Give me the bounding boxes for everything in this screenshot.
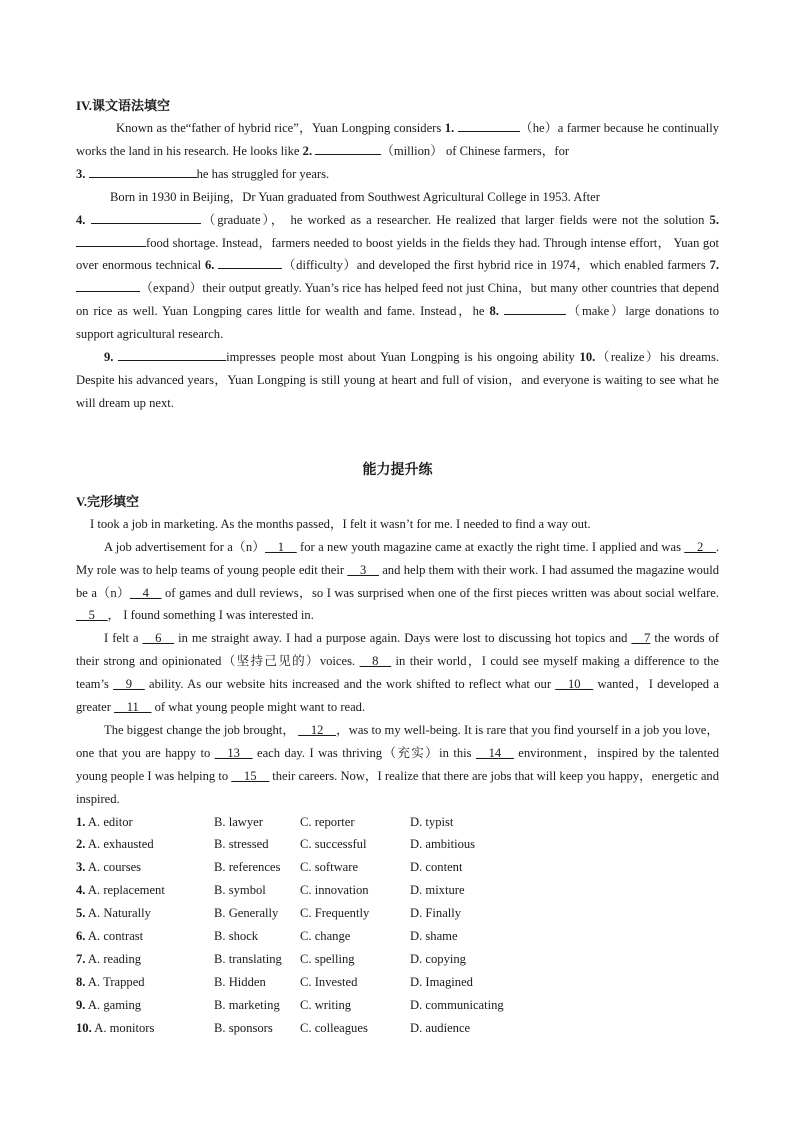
option-a[interactable]: 5. A. Naturally	[76, 906, 151, 921]
option-a[interactable]: 6. A. contrast	[76, 929, 144, 944]
passage-text: he has struggled for years.	[196, 166, 330, 181]
answer-blank-5[interactable]	[76, 234, 146, 247]
option-a[interactable]: 4. A. replacement	[76, 883, 165, 898]
passage-text: environment，inspired by the talented young people I was helping to	[76, 745, 719, 783]
passage-text: in me straight away. I had a purpose again. Days were lost to discussing hot topics and	[174, 631, 632, 646]
option-row	[76, 833, 719, 856]
passage-text: （realize）his dreams. Despite his advanced years，Yuan Longping is still young at heart and full of vision，and everyone is waiting to see what he will dream up next.	[76, 350, 720, 410]
option-c[interactable]: C. Invested	[300, 974, 358, 989]
cloze-blank-1[interactable]: __1__	[265, 539, 297, 554]
cloze-blank-6[interactable]: __6__	[142, 631, 175, 646]
question-number: 10.	[579, 350, 596, 365]
option-d[interactable]: D. audience	[410, 1020, 471, 1035]
option-c[interactable]: C. successful	[300, 837, 367, 852]
passage-text: impresses people most about Yuan Longping is his ongoing ability	[226, 350, 580, 365]
option-d[interactable]: D. content	[410, 860, 463, 875]
passage-text: of games and dull reviews，so I was surprised when one of the first pieces written was about social welfare.	[161, 585, 720, 600]
passage-text: （difficulty）and developed the first hybrid rice in 1974，which enabled farmers	[282, 258, 710, 273]
option-b[interactable]: B. symbol	[214, 883, 266, 898]
answer-blank-6[interactable]	[218, 256, 282, 269]
passage-text: for a new youth magazine came at exactly the right time. I applied and was	[296, 539, 685, 554]
cloze-blank-5[interactable]: __5__	[76, 608, 108, 623]
question-number: 8.	[489, 304, 499, 319]
option-b[interactable]: B. shock	[214, 929, 259, 944]
option-b[interactable]: B. stressed	[214, 837, 269, 852]
section-5-title: V.完形填空	[76, 493, 139, 509]
question-number: 3.	[76, 166, 86, 181]
passage-text: in their world，I could see myself making a difference to the team’s	[76, 654, 719, 692]
option-d[interactable]: D. ambitious	[410, 837, 476, 852]
option-d[interactable]: D. typist	[410, 814, 454, 829]
section-4-title: IV.课文语法填空	[76, 98, 171, 113]
option-a[interactable]: 8. A. Trapped	[76, 974, 145, 989]
option-d[interactable]: D. copying	[410, 952, 466, 966]
passage-text: （make）large donations to support agricultural research.	[76, 304, 720, 342]
cloze-paragraph-4	[76, 719, 719, 811]
passage-text: ，was to my well-being. It is rare that you find yourself in a job you love，one that you are happy to	[76, 722, 719, 760]
option-row	[76, 948, 719, 971]
question-number: 5.	[709, 212, 719, 227]
option-b[interactable]: B. references	[214, 860, 281, 875]
cloze-paragraph-1: I took a job in marketing. As the months passed，I felt it wasn’t for me. I needed to find a way out.	[90, 516, 591, 531]
passage-text: ， I found something I was interested in.	[107, 608, 314, 623]
passage-text: Known as the“father of hybrid rice”，Yuan Longping considers	[116, 121, 445, 135]
answer-blank-9[interactable]	[118, 348, 226, 361]
cloze-blank-3[interactable]: __3__	[347, 562, 379, 577]
question-number: 1.	[444, 121, 455, 135]
question-number: 7.	[709, 258, 720, 273]
option-b[interactable]: B. Hidden	[214, 974, 266, 989]
option-c[interactable]: C. change	[300, 929, 351, 944]
question-number: 6.	[204, 258, 215, 273]
option-b[interactable]: B. translating	[214, 952, 282, 966]
passage-text: A job advertisement for a（n）	[104, 539, 266, 554]
option-row	[76, 1017, 719, 1040]
answer-blank-1[interactable]	[458, 119, 520, 132]
passage-text: and help them with their work. I had assumed the magazine would be a（n）	[76, 562, 719, 600]
option-row	[76, 925, 719, 948]
cloze-blank-10[interactable]: __10__	[555, 677, 594, 692]
option-c[interactable]: C. reporter	[300, 814, 355, 829]
option-c[interactable]: C. colleagues	[300, 1020, 368, 1035]
cloze-blank-7[interactable]: __7	[631, 631, 651, 646]
question-number: 9.	[104, 350, 114, 365]
cloze-blank-8[interactable]: __8__	[359, 654, 392, 669]
option-a[interactable]: 2. A. exhausted	[76, 837, 154, 852]
passage-text: （he）a farmer because he continually works the land in his research. He looks like	[76, 121, 720, 158]
option-d[interactable]: D. mixture	[410, 883, 465, 898]
option-b[interactable]: B. Generally	[214, 906, 279, 921]
option-c[interactable]: C. Frequently	[300, 906, 370, 921]
question-number: 2.	[302, 143, 313, 158]
option-row	[76, 971, 719, 994]
cloze-blank-14[interactable]: __14__	[476, 745, 514, 760]
passage-text: food shortage. Instead，farmers needed to boost yields in the fields they had. Through intense effort， Yuan got over enormous technical	[76, 235, 719, 273]
passage-text: The biggest change the job brought，	[104, 722, 299, 737]
option-d[interactable]: D. communicating	[410, 997, 504, 1012]
cloze-blank-9[interactable]: __9__	[113, 677, 145, 692]
option-c[interactable]: C. innovation	[300, 883, 369, 898]
section-4-paragraph-3	[76, 346, 719, 415]
cloze-blank-11[interactable]: __11__	[114, 700, 152, 715]
question-number: 4.	[76, 212, 86, 227]
cloze-paragraph-3	[76, 627, 719, 719]
option-d[interactable]: D. Imagined	[410, 974, 473, 989]
section-4-paragraph-2	[76, 186, 719, 346]
cloze-blank-4[interactable]: __4__	[129, 585, 162, 600]
option-c[interactable]: C. software	[300, 860, 359, 875]
cloze-blank-15[interactable]: __15__	[231, 768, 270, 783]
answer-blank-8[interactable]	[504, 302, 566, 315]
option-row	[76, 811, 719, 834]
option-c[interactable]: C. writing	[300, 997, 352, 1012]
options-list	[76, 811, 719, 1040]
option-a[interactable]: 7. A. reading	[76, 952, 142, 966]
cloze-paragraph-2	[76, 536, 719, 628]
cloze-blank-13[interactable]: __13__	[214, 745, 253, 760]
option-a[interactable]: 9. A. gaming	[76, 997, 142, 1012]
passage-text: each day. I was thriving（充实）in this	[252, 745, 477, 760]
option-row	[76, 856, 719, 879]
option-b[interactable]: B. marketing	[214, 997, 280, 1012]
section-heading: 能力提升练	[362, 462, 433, 478]
passage-text: wanted，I developed a greater	[76, 677, 719, 715]
option-a[interactable]: 3. A. courses	[76, 860, 142, 875]
worksheet-page	[76, 95, 719, 1040]
passage-text: I felt a	[104, 631, 143, 646]
option-b[interactable]: B. lawyer	[214, 814, 263, 829]
passage-text: （million） of Chinese farmers，for	[381, 143, 570, 158]
passage-text: ability. As our website hits increased and the work shifted to reflect what our	[144, 677, 556, 692]
option-a[interactable]: 1. A. editor	[76, 814, 133, 829]
option-row	[76, 902, 719, 925]
option-d[interactable]: D. shame	[410, 929, 458, 944]
passage-text: the words of their strong and opinionated（坚持己见的）voices.	[76, 631, 719, 669]
passage-text: . My role was to help teams of young people edit their	[76, 539, 720, 577]
cloze-blank-2[interactable]: __2__	[684, 539, 716, 554]
option-b[interactable]: B. sponsors	[214, 1020, 273, 1035]
cloze-blank-12[interactable]: __12__	[298, 722, 337, 737]
option-a[interactable]: 10. A. monitors	[76, 1020, 155, 1035]
option-row	[76, 994, 719, 1017]
section-4-paragraph-1	[76, 117, 719, 186]
answer-blank-3[interactable]	[89, 165, 197, 178]
passage-text: Born in 1930 in Beijing，Dr Yuan graduated from Southwest Agricultural College in 1953. After	[110, 189, 600, 204]
answer-blank-2[interactable]	[315, 142, 381, 155]
option-row	[76, 879, 719, 902]
answer-blank-4[interactable]	[91, 211, 201, 224]
passage-text: their careers. Now，I realize that there are jobs that will keep you happy，energetic and inspired.	[76, 768, 719, 806]
passage-text: （expand）their output greatly. Yuan’s rice has helped feed not just China，but many other countries that depend on rice as well. Yuan Longping cares little for wealth and fame. Instead，he	[76, 281, 719, 319]
option-d[interactable]: D. Finally	[410, 906, 462, 921]
answer-blank-7[interactable]	[76, 279, 140, 292]
option-c[interactable]: C. spelling	[300, 952, 355, 966]
passage-text: of what young people might want to read.	[151, 700, 366, 715]
passage-text: （graduate）， he worked as a researcher. He realized that larger fields were not the solution	[200, 212, 710, 227]
